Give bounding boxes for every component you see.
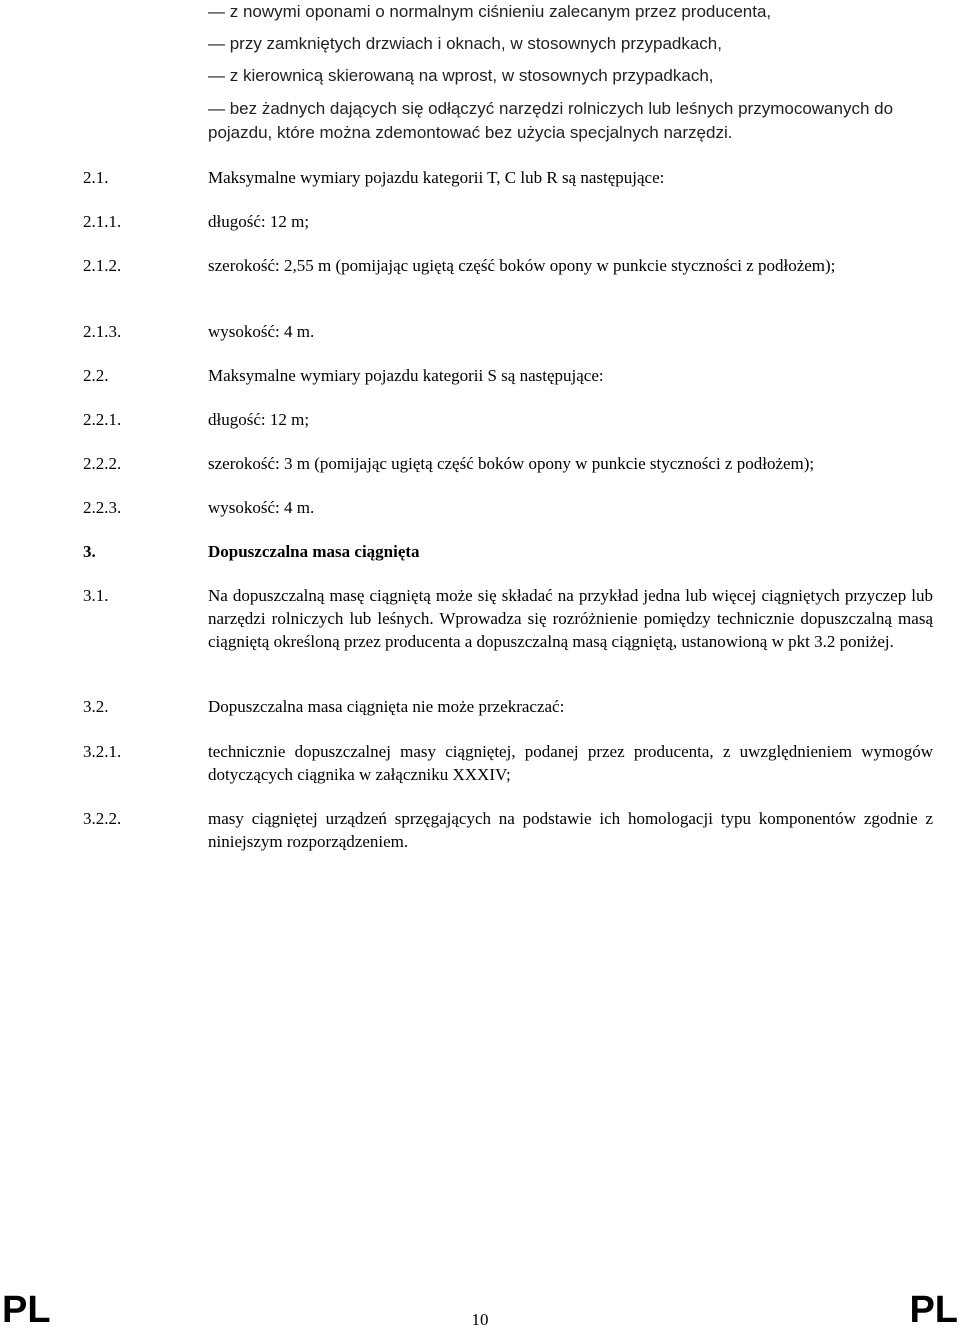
section-number: 3. bbox=[83, 542, 96, 561]
dash-item: — z kierownicą skierowaną na wprost, w stosownych przypadkach, bbox=[208, 66, 714, 85]
section-text: Dopuszczalna masa ciągnięta nie może przekraczać: bbox=[208, 697, 565, 716]
section-text: Maksymalne wymiary pojazdu kategorii T, C lub R są następujące: bbox=[208, 168, 665, 187]
footer-language-left: PL bbox=[2, 1289, 51, 1331]
section-text: szerokość: 2,55 m (pomijając ugiętą część boków opony w punkcie styczności z podłożem); bbox=[208, 256, 836, 275]
section-number: 2.2. bbox=[83, 366, 109, 385]
section-text: długość: 12 m; bbox=[208, 410, 310, 429]
dash-item: — przy zamkniętych drzwiach i oknach, w stosownych przypadkach, bbox=[208, 34, 722, 53]
section-number: 3.2.2. bbox=[83, 809, 122, 828]
section-number: 3.2. bbox=[83, 697, 109, 716]
page-number: 10 bbox=[471, 1310, 489, 1329]
section-number: 2.1.1. bbox=[83, 212, 122, 231]
section-text: technicznie dopuszczalnej masy ciągniętej, podanej przez producenta, z uwzględnieniem wymogów dotyczących ciągnika w załączniku XXXIV; bbox=[208, 742, 933, 784]
section-text: masy ciągniętej urządzeń sprzęgających na podstawie ich homologacji typu komponentów zgodnie z niniejszym rozporządzeniem. bbox=[208, 809, 933, 851]
section-text: długość: 12 m; bbox=[208, 212, 310, 231]
section-text: Na dopuszczalną masę ciągniętą może się składać na przykład jedna lub więcej ciągniętych przyczep lub narzędzi rolniczych lub leśnych. Wprowadza się rozróżnienie pomiędzy technicznie dopuszczalną masą ciągniętą określoną przez producenta a dopuszczalną masą ciągniętą, ustanowioną w pkt 3.2 poniżej. bbox=[208, 586, 933, 651]
section-text: wysokość: 4 m. bbox=[208, 322, 315, 341]
section-number: 2.1. bbox=[83, 168, 109, 187]
section-text: Maksymalne wymiary pojazdu kategorii S są następujące: bbox=[208, 366, 604, 385]
section-number: 2.2.1. bbox=[83, 410, 122, 429]
dash-item: — bez żadnych dających się odłączyć narzędzi rolniczych lub leśnych przymocowanych do pojazdu, które można zdemontować bez użycia specjalnych narzędzi. bbox=[208, 99, 894, 142]
section-number: 2.1.3. bbox=[83, 322, 122, 341]
section-number: 3.2.1. bbox=[83, 742, 122, 761]
section-number: 2.1.2. bbox=[83, 256, 122, 275]
footer-language-right: PL bbox=[909, 1289, 958, 1331]
section-text: wysokość: 4 m. bbox=[208, 498, 315, 517]
section-text: szerokość: 3 m (pomijając ugiętą część boków opony w punkcie styczności z podłożem); bbox=[208, 454, 815, 473]
section-heading: Dopuszczalna masa ciągnięta bbox=[208, 542, 420, 561]
section-number: 2.2.2. bbox=[83, 454, 122, 473]
section-number: 3.1. bbox=[83, 586, 109, 605]
section-number: 2.2.3. bbox=[83, 498, 122, 517]
dash-item: — z nowymi oponami o normalnym ciśnieniu zalecanym przez producenta, bbox=[208, 2, 772, 21]
